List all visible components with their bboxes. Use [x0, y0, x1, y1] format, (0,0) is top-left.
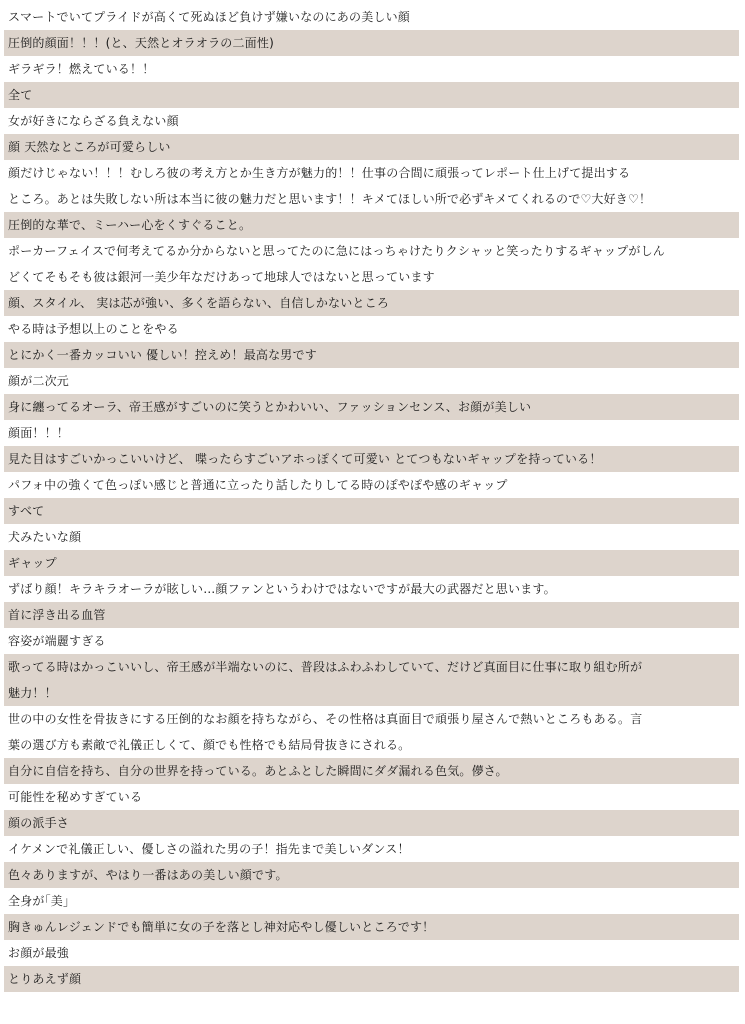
row-text: 胸きゅんレジェンドでも簡単に女の子を落とし神対応やし優しいところです！	[8, 920, 435, 934]
table-row	[4, 472, 739, 498]
row-text: どくてそもそも彼は銀河一美少年なだけあって地球人ではないと思っています	[8, 270, 435, 284]
table-row	[4, 628, 739, 654]
row-text: 顔 天然なところが可愛らしい	[8, 140, 171, 154]
table-row	[4, 914, 739, 940]
row-text: 歌ってる時はかっこいいし、帝王感が半端ないのに、普段はふわふわしていて、だけど真面目に仕事に取り組む所が	[8, 660, 643, 674]
table-row	[4, 524, 739, 550]
table-row	[4, 810, 739, 836]
table-row	[4, 82, 739, 108]
table-row	[4, 784, 739, 810]
table-row	[4, 498, 739, 524]
table-row	[4, 758, 739, 784]
row-text: やる時は予想以上のことをやる	[8, 322, 179, 336]
table-row	[4, 4, 739, 30]
table-row	[4, 394, 739, 420]
row-text: 女が好きにならざる負えない顔	[8, 114, 179, 128]
row-text: ギャップ	[8, 556, 57, 570]
row-text: 葉の選び方も素敵で礼儀正しくて、顔でも性格でも結局骨抜きにされる。	[8, 738, 411, 752]
row-text: 自分に自信を持ち、自分の世界を持っている。あとふとした瞬間にダダ漏れる色気。儚さ。	[8, 764, 508, 778]
table-row	[4, 966, 739, 992]
row-text: 犬みたいな顔	[8, 530, 82, 544]
row-text: 身に纏ってるオーラ、帝王感がすごいのに笑うとかわいい、ファッションセンス、お顔が美しい	[8, 400, 532, 414]
row-text: 可能性を秘めすぎている	[8, 790, 143, 804]
table-row	[4, 290, 739, 316]
row-text: 圧倒的な華で、ミーハー心をくすぐること。	[8, 218, 252, 232]
table-row	[4, 654, 739, 706]
row-text: とりあえず顔	[8, 972, 82, 986]
row-text: 見た目はすごいかっこいいけど、 喋ったらすごいアホっぽくて可愛い とてつもないギャップを持っている！	[8, 452, 602, 466]
table-row	[4, 550, 739, 576]
table-row	[4, 342, 739, 368]
row-text: 容姿が端麗すぎる	[8, 634, 106, 648]
row-text: とにかく一番カッコいい 優しい！控えめ！最高な男です	[8, 348, 317, 362]
table-row	[4, 836, 739, 862]
row-text: ポーカーフェイスで何考えてるか分からないと思ってたのに急にはっちゃけたりクシャッと笑ったりするギャップがしん	[8, 244, 666, 258]
row-text: 魅力！！	[8, 686, 57, 700]
table-row	[4, 706, 739, 758]
row-text: 顔、スタイル、 実は芯が強い、多くを語らない、自信しかないところ	[8, 296, 390, 310]
row-text: ところ。あとは失敗しない所は本当に彼の魅力だと思います！！キメてほしい所で必ずキメてくれるので♡大好き♡！	[8, 192, 652, 206]
table-row	[4, 30, 739, 56]
row-text: 顔が二次元	[8, 374, 70, 388]
table-row	[4, 940, 739, 966]
row-text: 圧倒的顔面！！！(と、天然とオラオラの二面性)	[8, 36, 274, 50]
table-row	[4, 238, 739, 290]
row-text: すべて	[8, 504, 45, 518]
row-text: 色々ありますが、やはり一番はあの美しい顔です。	[8, 868, 288, 882]
row-text: お顔が最強	[8, 946, 70, 960]
table-row	[4, 160, 739, 212]
table-row	[4, 888, 739, 914]
table-row	[4, 316, 739, 342]
table-row	[4, 108, 739, 134]
row-text: ずばり顔！キラキラオーラが眩しい…顔ファンというわけではないですが最大の武器だと思います。	[8, 582, 556, 596]
row-text: 全て	[8, 88, 33, 102]
table-row	[4, 212, 739, 238]
table-row	[4, 862, 739, 888]
row-text: 顔だけじゃない！！！むしろ彼の考え方とか生き方が魅力的！！仕事の合間に頑張ってレポート仕上げて提出する	[8, 166, 631, 180]
table-row	[4, 602, 739, 628]
row-text: スマートでいてプライドが高くて死ぬほど負けず嫌いなのにあの美しい顔	[8, 10, 411, 24]
row-text: ギラギラ！燃えている！！	[8, 62, 155, 76]
table-row	[4, 56, 739, 82]
table-row	[4, 368, 739, 394]
table-row	[4, 420, 739, 446]
row-text: 顔面！！！	[8, 426, 70, 440]
table-row	[4, 134, 739, 160]
table-row	[4, 446, 739, 472]
row-text: 世の中の女性を骨抜きにする圧倒的なお顔を持ちながら、その性格は真面目で頑張り屋さんで熱いところもある。言	[8, 712, 643, 726]
table-row	[4, 576, 739, 602]
row-text: 顔の派手さ	[8, 816, 70, 830]
row-text: 全身が｢美｣	[8, 894, 70, 908]
row-text: イケメンで礼儀正しい、優しさの溢れた男の子！指先まで美しいダンス！	[8, 842, 410, 856]
row-text: パフォ中の強くて色っぽい感じと普通に立ったり話したりしてる時のぽやぽや感のギャップ	[8, 478, 508, 492]
row-text: 首に浮き出る血管	[8, 608, 106, 622]
